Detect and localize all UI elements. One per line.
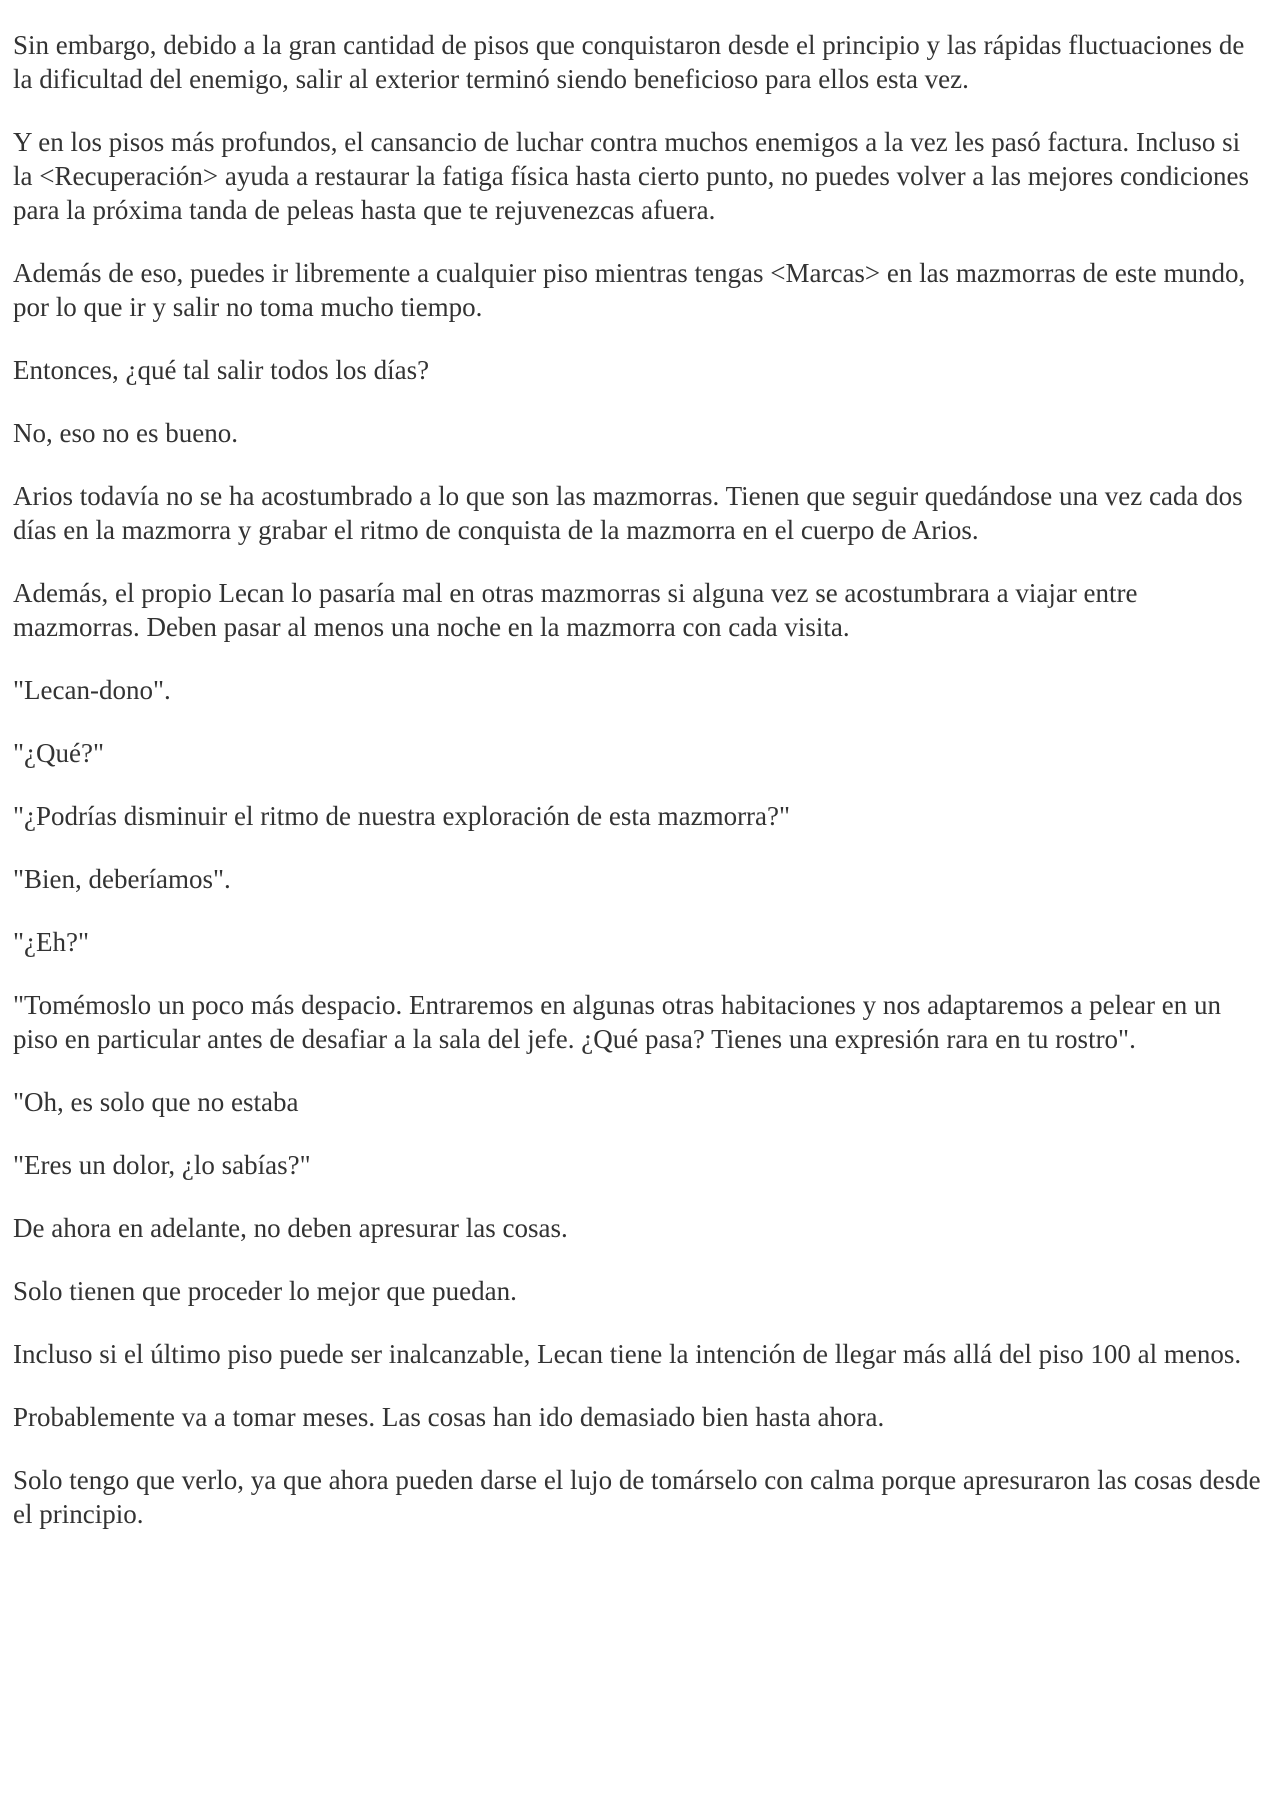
paragraph: "¿Eh?" [13,927,90,957]
paragraph: Además, el propio Lecan lo pasaría mal en otras mazmorras si alguna vez se acostumbrara a viajar entre mazmorras. Deben pasar al menos una noche en la mazmorra con cada visita. [13,578,1138,642]
paragraph: Entonces, ¿qué tal salir todos los días? [13,355,430,385]
paragraph: Además de eso, puedes ir libremente a cualquier piso mientras tengas <Marcas> en las mazmorras de este mundo, por lo que ir y salir no toma mucho tiempo. [13,258,1246,322]
document-body [13,28,1263,1560]
paragraph: Probablemente va a tomar meses. Las cosas han ido demasiado bien hasta ahora. [13,1402,885,1432]
paragraph: Y en los pisos más profundos, el cansancio de luchar contra muchos enemigos a la vez les pasó factura. Incluso si la <Recuperación> ayuda a restaurar la fatiga física hasta cierto punto, no puedes volver a las mejores condiciones para la próxima tanda de peleas hasta que te rejuvenezcas afuera. [13,127,1249,225]
paragraph: "Oh, es solo que no estaba [13,1087,299,1117]
paragraph: "Eres un dolor, ¿lo sabías?" [13,1150,311,1180]
paragraph: "¿Podrías disminuir el ritmo de nuestra exploración de esta mazmorra?" [13,801,791,831]
paragraph: "Tomémoslo un poco más despacio. Entraremos en algunas otras habitaciones y nos adaptaremos a pelear en un piso en particular antes de desafiar a la sala del jefe. ¿Qué pasa? Tienes una expresión rara en tu rostro". [13,990,1222,1054]
paragraph: No, eso no es bueno. [13,418,238,448]
paragraph: Incluso si el último piso puede ser inalcanzable, Lecan tiene la intención de llegar más allá del piso 100 al menos. [13,1339,1242,1369]
paragraph: "¿Qué?" [13,738,104,768]
paragraph: De ahora en adelante, no deben apresurar las cosas. [13,1213,568,1243]
paragraph: "Lecan-dono". [13,675,171,705]
paragraph: "Bien, deberíamos". [13,864,231,894]
paragraph: Sin embargo, debido a la gran cantidad de pisos que conquistaron desde el principio y las rápidas fluctuaciones de la dificultad del enemigo, salir al exterior terminó siendo beneficioso para ellos esta vez. [13,30,1245,94]
paragraph: Solo tienen que proceder lo mejor que puedan. [13,1276,517,1306]
paragraph: Arios todavía no se ha acostumbrado a lo que son las mazmorras. Tienen que seguir quedándose una vez cada dos días en la mazmorra y grabar el ritmo de conquista de la mazmorra en el cuerpo de Arios. [13,481,1243,545]
paragraph: Solo tengo que verlo, ya que ahora pueden darse el lujo de tomárselo con calma porque apresuraron las cosas desde el principio. [13,1465,1261,1529]
